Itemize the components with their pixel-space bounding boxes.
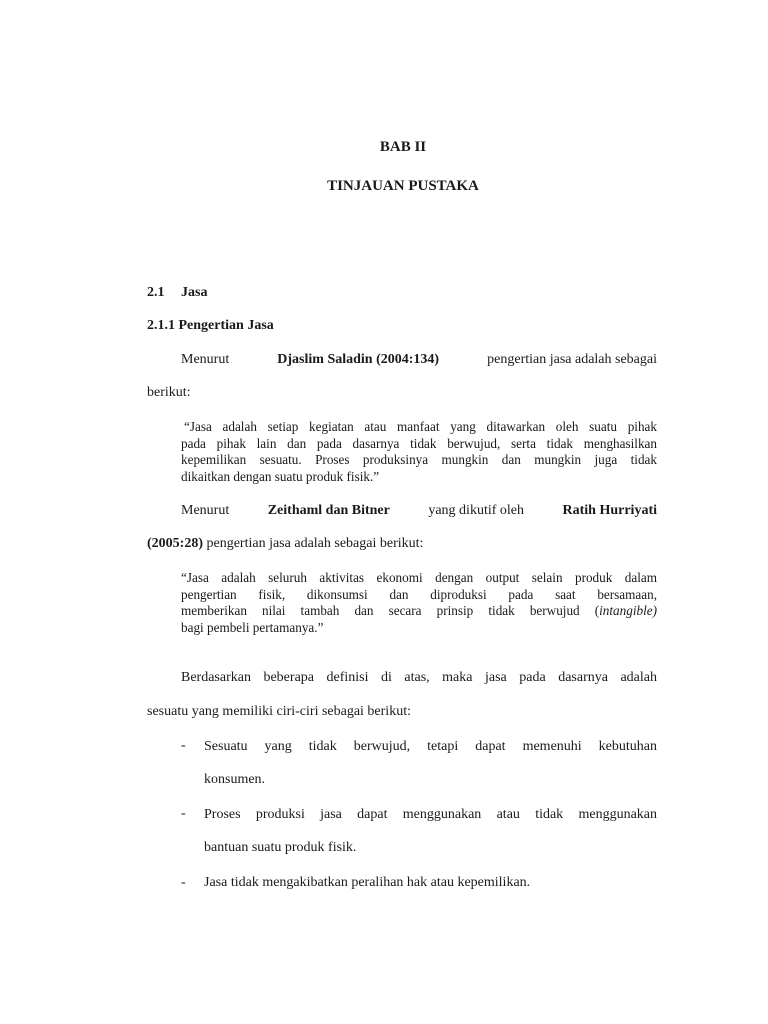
quote-2 — [181, 570, 657, 636]
bullet-1-dash: - — [181, 738, 186, 753]
para2-authors: Zeithaml dan Bitner — [267, 503, 390, 518]
bullet-2-line-2: bantuan suatu produk fisik. — [204, 840, 357, 855]
para2-year: (2005:28) — [147, 536, 203, 551]
paragraph-3-line-1: Berdasarkan beberapa definisi di atas, maka jasa pada dasarnya adalah — [181, 670, 657, 685]
bullet-2-dash: - — [181, 806, 186, 821]
para1-rest: pengertian jasa adalah sebagai — [487, 352, 657, 367]
quote-2-line-3-text: memberikan nilai tambah dan secara prinsip tidak berwujud ( — [181, 603, 600, 619]
section-number: 2.1 — [147, 285, 165, 300]
bullet-3-dash: - — [181, 875, 186, 890]
paragraph-2-line-2 — [147, 536, 423, 552]
quote-2-line-3 — [181, 603, 657, 620]
paragraph-2-line-1 — [181, 503, 657, 519]
para2-cited: Ratih Hurriyati — [562, 503, 657, 518]
paragraph-1-line-2: berikut: — [147, 385, 191, 400]
quote-1-line-1: “Jasa adalah setiap kegiatan atau manfaat yang ditawarkan oleh suatu pihak — [184, 419, 657, 434]
quote-2-line-1: “Jasa adalah seluruh aktivitas ekonomi dengan output selain produk dalam — [181, 570, 657, 585]
bullet-1-line-2: konsumen. — [204, 772, 266, 787]
subsection-title: 2.1.1 Pengertian Jasa — [147, 318, 274, 333]
section-title: Jasa — [181, 285, 208, 300]
paragraph-3-line-2: sesuatu yang memiliki ciri-ciri sebagai berikut: — [147, 704, 411, 719]
quote-1 — [181, 419, 657, 485]
para2-rest: pengertian jasa adalah sebagai berikut: — [206, 536, 424, 551]
quote-1-line-2: pada pihak lain dan pada dasarnya tidak berwujud, serta tidak menghasilkan — [181, 435, 657, 451]
paragraph-1-line-1 — [181, 352, 657, 368]
quote-1-line-4: dikaitkan dengan suatu produk fisik.” — [181, 468, 380, 484]
bullet-2-line-1: Proses produksi jasa dapat menggunakan atau tidak menggunakan — [204, 807, 657, 822]
bullet-1-line-1: Sesuatu yang tidak berwujud, tetapi dapat memenuhi kebutuhan — [204, 739, 657, 754]
para2-mid: yang dikutif oleh — [428, 503, 524, 518]
chapter-title: TINJAUAN PUSTAKA — [327, 178, 479, 194]
quote-2-line-4: bagi pembeli pertamanya.” — [181, 619, 324, 635]
para2-lead: Menurut — [181, 503, 230, 518]
quote-1-line-3: kepemilikan sesuatu. Proses produksinya mungkin dan mungkin juga tidak — [181, 452, 657, 468]
bullet-3-line-1: Jasa tidak mengakibatkan peralihan hak atau kepemilikan. — [204, 875, 531, 890]
para1-lead: Menurut — [181, 352, 230, 367]
chapter-number: BAB II — [379, 139, 427, 155]
para1-author: Djaslim Saladin (2004:134) — [277, 352, 440, 367]
quote-2-line-2: pengertian fisik, dikonsumsi dan diproduksi pada saat bersamaan, — [181, 586, 657, 602]
quote-2-intangible: intangible) — [599, 603, 657, 619]
